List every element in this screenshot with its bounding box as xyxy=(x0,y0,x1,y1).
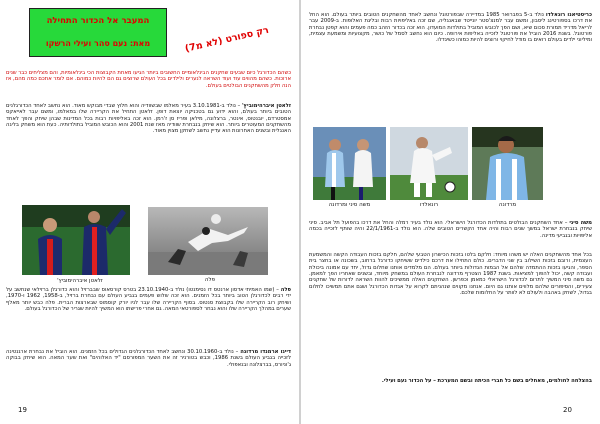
pele-photo xyxy=(148,207,268,275)
pele-body: – (שמו האמיתי אדסון ארנטס דו נסימנטו) נולד ב-23.10.1940 בטרס קורסאוס שבברזיל והוא כדורגלן ברזילאי שנחשב על ידי רבים לכדורגלן הטוב ביותר בכל הזמנים. הוא זכה שלוש פעמים בגביע העולם עם נבחרת ברזיל, ב-1958, 1962 ו-1970, ושיחק רוב הקריירה שלו בקבוצת סנטוס. בסוף הקריירה שלו עבר לניו יורק קוסמוס שבארצות הברית. פלה כבש יותר מאלף שערים במהלך הקריירה שלו והוא נבחר לספורטאי המאה. גם אחרי פרישתו הוא המשיך להיות שגריר של הכדורגל בעולם. xyxy=(6,287,291,313)
caption-maradona: מרדונה xyxy=(498,202,517,208)
page-19 xyxy=(0,0,299,424)
article-author: מאת: נעם סהר ועילי הרשקו xyxy=(45,39,151,48)
caption-pele: פלה xyxy=(204,277,216,283)
zlatan-paragraph xyxy=(6,103,291,135)
article-title-box xyxy=(29,8,167,57)
zlatan-photo xyxy=(22,205,130,275)
caption-sinai-maradona: משה סיני ומרדונה xyxy=(328,202,371,208)
pele-heading: פלה xyxy=(280,287,292,293)
section-stamp: רק ספורט (לא מ7) xyxy=(184,24,270,55)
sinai-heading: משה סיני xyxy=(569,220,592,226)
intro-paragraph: כשהם הכדורגל כיום שבעים שחקנים הבינלאומיים החשובים ביותר הגיעו מאחת הקבוצות הכי בינלאומיות, והם מצליחים כבר שנים ארוכות. כשהם מהווים עוד ועוד השראה לנערים ולילדים בכל העולם שרוצים גם הם להיות כמוהם. אם לומר אתכם כמה מהם, אז הנה חלק מהשחקנים הבולטים בעולם. xyxy=(6,70,291,89)
maradona-heading: דייגו ארמנדו מרדונה xyxy=(240,349,291,355)
sinai-body: – אחד השחקנים הבולטים בתולדות הכדורגל הישראלי. הוא נולד בעיר רמלה והחל את דרכו בהפועל תל אביב. סיני שיחק בנבחרת ישראל במשך שנים רבות והיה אחד הקשרים הטובים שלה. הוא נולד ב-22/1/1961 והיה שותף לזכייה בכמה אליפויות ובגביעי מדינה. xyxy=(309,220,592,239)
caption-zlatan: זלאטן איברהימוביץ' xyxy=(57,278,103,284)
caption-ronaldo: רונאלדו xyxy=(419,202,439,208)
ronaldo-photo xyxy=(390,127,468,200)
page-number-20: 20 xyxy=(563,406,572,414)
pele-paragraph xyxy=(6,287,291,312)
maradona-body: – נולד ב-30.10.1960 ונחשב לאחד הכדורגלנים הגדולים בכל הזמנים. הוא הוביל את נבחרת ארגנטינה לזכייה בגביע העולם בשנת 1986, וכבש בטורניר זה את השער המפורסם "יד האלוהים" ואת שער המאה. הוא שיחק בבוקה ג'וניורס, בברצלונה ובנאפולי. xyxy=(6,349,291,368)
body-paragraph: בכל אחד מהשחקנים האלה יש משהו מיוחד: חלקם בלטו בזכות הכישרון הטבעי שלהם, חלקם בזכות העבודה הקשה והמשמעת העצמית, ורובם בזכות השילוב בין שני הדברים. כולם התחילו את דרכם כילדים ששיחקו כדורגל ברחוב, בשכונה או בחצר בית הספר, והגיעו בזכות ההתמדה שלהם אל הבמות הגדולות ביותר בעולם. הם מלמדים אותנו שחלום גדול, יחד עם אמונה ביכולת ועבודה קשה, יכול להפוך למציאות. בשנת 1987 הצטרף מרדונה לנבחרת העולם במשחק מיוחד, ובשנים שאחריו הפך למאמן. גם משה סיני המשיך לתרום לכדורגל הישראלי כמאמן וכפרשן. השחקנים האלה ממשיכים להוות השראה לדורות של שחקנים צעירים, והסיפורים שלהם מלווים אותנו גם היום. אנחנו מקווים שנהניתם לקרוא על אגדות הכדורגל ושגם אתם תמשיכו לחלום בגדול, לשחק באהבה ולעולם לא לוותר על החלומות שלכם. xyxy=(309,252,592,297)
maradona-photo xyxy=(472,127,543,200)
zlatan-heading: זלאטן איברהימוביץ' xyxy=(241,103,291,109)
page-20 xyxy=(301,0,600,424)
maradona-paragraph xyxy=(6,349,291,368)
ronaldo-heading: כריסטיאנו רונאלדו xyxy=(545,12,592,18)
ronaldo-body: נולד ב-5 בפברואר 1985 במדיירה שבפורטוגל ונחשב לאחד מהשחקנים הטובים ביותר בעולם. הוא החל את דרכו בספורטינג ליסבון, ומשם עבר למנצ'סטר יונייטד שבאנגליה, שם זכה באליפויות רבות ובליגת האלופות. ב-2009 עבר לריאל מדריד תמורת סכום שיא, ושם הפך לכובש המוביל בתולדות המועדון. הוא זכה בכדור הזהב כמה פעמים והוא קפטן נבחרת פורטוגל. בשנת 2016 הוביל את פורטוגל לזכייה באליפות אירופה. כיום הוא נחשב לסמל של כושר, מקצועיות ומשמעת עצמית, ומיליוני ילדים בעולם רואים בו מודל לחיקוי ורוצים להיות כמוהו כשיגדלו. xyxy=(309,12,592,44)
article-title: המעבר אל הכדור התחילה xyxy=(46,16,150,26)
closing-paragraph: בהצלחה לחולמים, מאחלים בשם כל חברי הכיתה ובשם המערכת – על הכדור נעם ועילי. xyxy=(381,378,592,384)
ronaldo-paragraph xyxy=(309,12,592,44)
zlatan-body: – נולד ב-3.10.1981 בעיר מאלמו שבשוודיה והוא חלוץ שבדי מבוקש מאוד. הוא נחשב לאחד הכדורגלנים הטובים ביותר בעולם, והוא ידוע גם בטכניקה יוצאת דופן. זלאטן התחיל את הקריירה שלו במאלמו, ומשם עבר לאייאקס אמסטרדם, יובנטוס, אינטר, ברצלונה, מילאן ופריז סן ז'רמן. הוא זכה באליפויות רבות בכל המדינות שבהן שיחק והפך לאחד מהשחקנים המעוטרים ביותר. הוא שיחק בנבחרת שוודיה מאז שנת 2001 והוא הכובש המוביל בתולדותיה. כעת הוא משחק בליגה האנגלית ובשנים האחרונות הוא עדיין נחשב לשחקן מצוין מאוד. xyxy=(6,103,291,135)
page-number-19: 19 xyxy=(18,406,27,414)
sinai-paragraph xyxy=(309,220,592,239)
sinai-maradona-photo xyxy=(313,127,386,200)
